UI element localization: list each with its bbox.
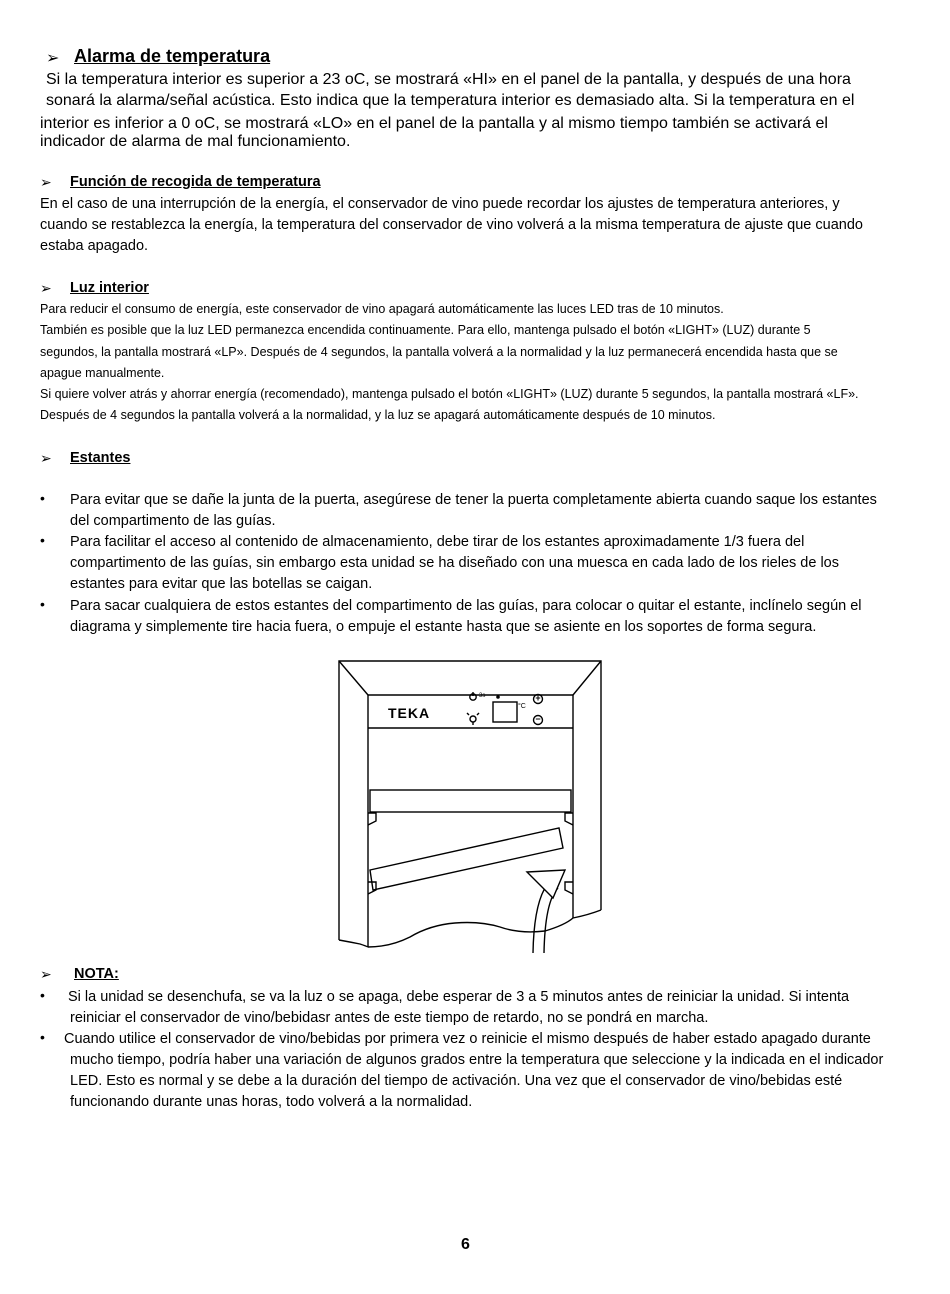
cabinet-bottom-right	[573, 910, 601, 918]
note-section-title: NOTA:	[74, 966, 119, 982]
shelves-bullet-1-line-2: del compartimento de las guías.	[70, 513, 276, 529]
light-line-6: Después de 4 segundos la pantalla volverá a la normalidad, y la luz se apagará automáticamente después de 10 minutos.	[40, 408, 716, 422]
shelves-section-title: Estantes	[70, 450, 131, 466]
section-marker-icon: ➢	[46, 50, 60, 67]
frame-bevel-left	[339, 661, 368, 695]
alarm-line-3: interior es inferior a 0 oC, se mostrará «LO» en el panel de la pantalla y al mismo tiempo también se activará el	[40, 115, 828, 132]
note-bullet-2-line-3: LED. Esto es normal y se debe a la duración del tiempo de activación. Una vez que el conservador de vino/bebidas esté	[70, 1073, 843, 1089]
curved-arrow-outer	[544, 888, 558, 953]
shelf-removal-diagram	[330, 655, 610, 955]
unit-label: °C	[518, 703, 526, 710]
shelves-bullet-2-line-3: estantes para evitar que las botellas se caigan.	[70, 576, 373, 592]
memory-line-3: estaba apagado.	[40, 238, 149, 254]
memory-section-title: Función de recogida de temperatura	[70, 174, 321, 190]
shelves-bullet-1-line-1: Para evitar que se dañe la junta de la puerta, asegúrese de tener la puerta completamente abierta cuando saque los estantes	[70, 492, 877, 508]
alarm-line-1: Si la temperatura interior es superior a 23 oC, se mostrará «HI» en el panel de la pantalla, y después de una hora	[46, 71, 851, 88]
shelves-bullet-2-line-1: Para facilitar el acceso al contenido de almacenamiento, debe tirar de los estantes aproximadamente 1/3 fuera del	[70, 534, 805, 550]
section-marker-icon: ➢	[40, 174, 52, 190]
rail-notch-right-upper	[565, 813, 573, 825]
note-bullet-2-line-2: mucho tiempo, podría haber una variación de algunos grados entre la temperatura que seleccione y la indicada en el indicador	[70, 1052, 884, 1068]
light-line-4: apague manualmente.	[40, 366, 165, 380]
bullet-icon: •	[40, 987, 45, 1003]
plus-label: +	[535, 693, 541, 703]
shelves-bullet-3-line-1: Para sacar cualquiera de estos estantes del compartimento de las guías, para colocar o quitar el estante, inclínelo según el	[70, 598, 862, 614]
light-line-3: segundos, la pantalla mostrará «LP». Después de 4 segundos, la pantalla volverá a la normalidad y la luz permanecerá encendida hasta que se	[40, 345, 838, 359]
light-section-title: Luz interior	[70, 280, 149, 296]
light-line-5: Si quiere volver atrás y ahorrar energía (recomendado), mantenga pulsado el botón «LIGHT» (LUZ) durante 5 segundos, la pantalla mostrará «LF».	[40, 387, 859, 401]
bullet-icon: •	[40, 1029, 45, 1045]
bullet-icon: •	[40, 532, 45, 548]
light-line-1: Para reducir el consumo de energía, este conservador de vino apagará automáticamente las luces LED tras de 10 minutos.	[40, 302, 724, 316]
section-marker-icon: ➢	[40, 450, 52, 466]
cabinet-outer-frame	[339, 661, 601, 940]
section-marker-icon: ➢	[40, 966, 52, 982]
light-bulb-icon	[470, 716, 476, 722]
minus-label: −	[535, 714, 541, 724]
brand-logo: TEKA	[388, 705, 431, 721]
alarm-line-4: indicador de alarma de mal funcionamiento.	[40, 133, 351, 150]
memory-line-2: cuando se restablezca la energía, la temperatura del conservador de vino volverá a la misma temperatura de ajuste que cuando	[40, 217, 863, 233]
frame-bevel-right	[573, 661, 601, 695]
note-bullet-1-line-2: reiniciar el conservador de vino/bebidasr antes de este tiempo de retardo, no se pondrá en marcha.	[70, 1010, 709, 1026]
note-bullet-1-line-1: Si la unidad se desenchufa, se va la luz o se apaga, debe esperar de 3 a 5 minutos antes de reiniciar la unidad. Si intenta	[68, 989, 850, 1005]
indicator-dot	[496, 695, 500, 699]
section-marker-icon: ➢	[40, 280, 52, 296]
cabinet-bottom-wave	[368, 918, 573, 947]
rail-notch-right-lower	[565, 882, 573, 894]
temperature-display	[493, 702, 517, 722]
alarm-section-title: Alarma de temperatura	[74, 46, 271, 66]
shelves-bullet-2-line-2: compartimento de las guías, sin embargo esta unidad se ha diseñado con una muesca en cada lado de los rieles de los	[70, 555, 839, 571]
light-line-2: También es posible que la luz LED permanezca encendida continuamente. Para ello, mantenga pulsado el botón «LIGHT» (LUZ) durante 5	[40, 323, 811, 337]
page-number: 6	[461, 1236, 470, 1253]
alarm-line-2: sonará la alarma/señal acústica. Esto indica que la temperatura interior es demasiado alta. Si la temperatura en el	[46, 92, 855, 109]
cabinet-bottom-left	[339, 940, 368, 947]
arrow-head-icon	[527, 870, 565, 898]
cabinet-inner-frame	[368, 695, 573, 947]
upper-shelf	[370, 790, 571, 812]
bullet-icon: •	[40, 490, 45, 506]
note-bullet-2-line-4: funcionando durante unas horas, todo volverá a la normalidad.	[70, 1094, 473, 1110]
timer-label: 3s	[479, 693, 486, 699]
tilted-shelf	[370, 828, 563, 890]
rail-notch-left-upper	[368, 813, 376, 825]
bullet-icon: •	[40, 596, 45, 612]
note-bullet-2-line-1: Cuando utilice el conservador de vino/bebidas por primera vez o reinicie el mismo después de haber estado apagado durante	[64, 1031, 871, 1047]
memory-line-1: En el caso de una interrupción de la energía, el conservador de vino puede recordar los ajustes de temperatura anteriores, y	[40, 196, 840, 212]
shelves-bullet-3-line-2: diagrama y simplemente tire hacia fuera, o empuje el estante hasta que se asiente en los soportes de forma segura.	[70, 619, 817, 635]
